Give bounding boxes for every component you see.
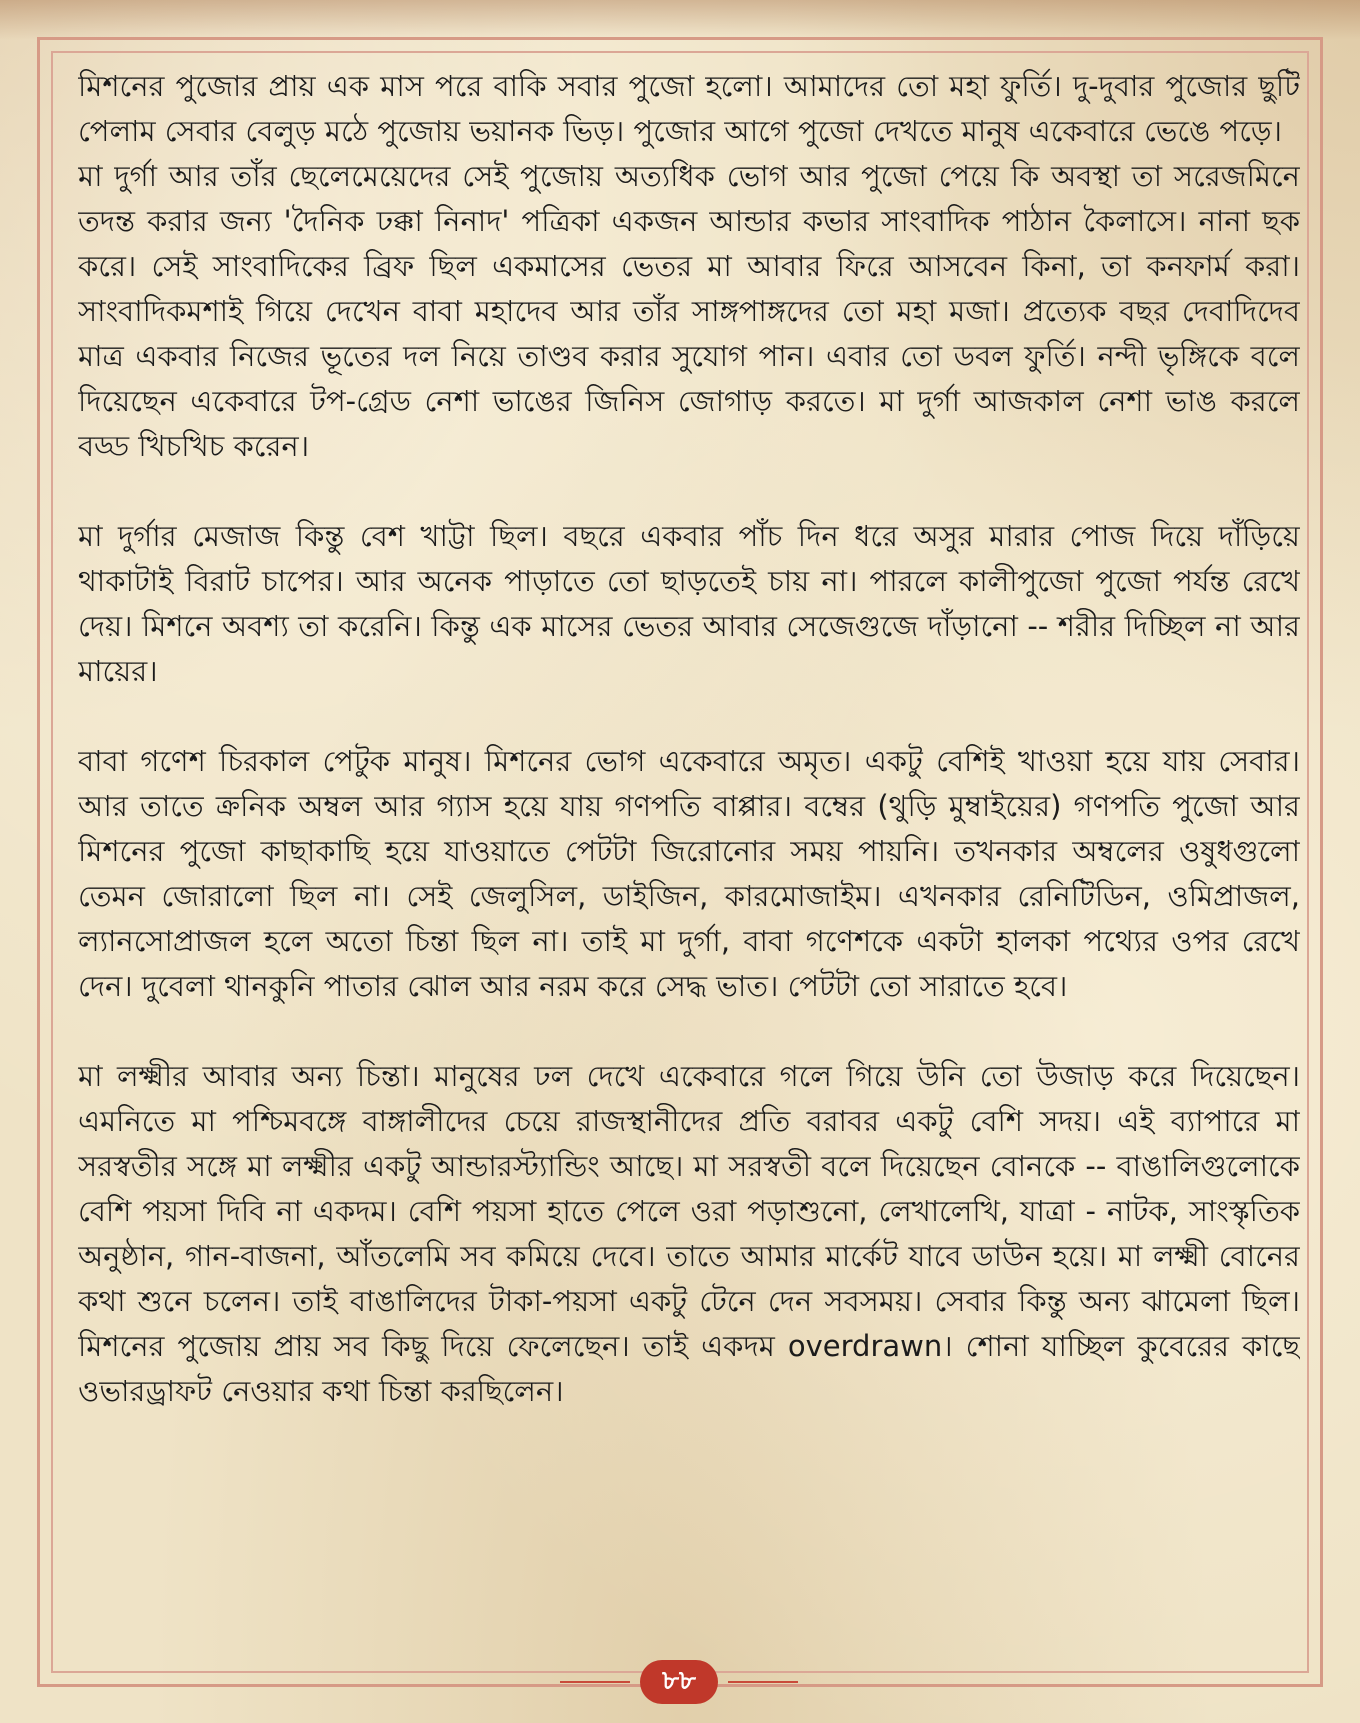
page-number-rule-left — [560, 1681, 630, 1683]
story-text — [78, 64, 1300, 1654]
paragraph-5: মা লক্ষ্মীর আবার অন্য চিন্তা। মানুষের ঢল দেখে একেবারে গলে গিয়ে উনি তো উজাড় করে দিয়েছেন। এমনিতে মা পশ্চিমবঙ্গে বাঙ্গালীদের চেয়ে রাজস্থানীদের প্রতি বরাবর একটু বেশি সদয়। এই ব্যাপারে মা সরস্বতীর সঙ্গে মা লক্ষ্মীর একটু আন্ডারস্ট্যান্ডিং আছে। মা সরস্বতী বলে দিয়েছেন বোনকে -- বাঙালিগুলোকে বেশি পয়সা দিবি না একদম। বেশি পয়সা হাতে পেলে ওরা পড়াশুনো, লেখালেখি, যাত্রা - নাটক, সাংস্কৃতিক অনুষ্ঠান, গান-বাজনা, আঁতলেমি সব কমিয়ে দেবে। তাতে আমার মার্কেট যাবে ডাউন হয়ে। মা লক্ষ্মী বোনের কথা শুনে চলেন। তাই বাঙালিদের টাকা-পয়সা একটু টেনে দেন সবসময়। সেবার কিন্তু অন্য ঝামেলা ছিল। মিশনের পুজোয় প্রায় সব কিছু দিয়ে ফেলেছেন। তাই একদম overdrawn। শোনা যাচ্ছিল কুবেরের কাছে ওভারড্রাফট নেওয়ার কথা চিন্তা করছিলেন। — [78, 1059, 1300, 1408]
page-number-rule-right — [728, 1681, 798, 1683]
paragraph-2: মা দুর্গা আর তাঁর ছেলেমেয়েদের সেই পুজোয় অত্যধিক ভোগ আর পুজো পেয়ে কি অবস্থা তা সরেজমিনে তদন্ত করার জন্য 'দৈনিক ঢক্কা নিনাদ' পত্রিকা একজন আন্ডার কভার সাংবাদিক পাঠান কৈলাসে। নানা ছক করে। সেই সাংবাদিকের ব্রিফ ছিল একমাসের ভেতর মা আবার ফিরে আসবেন কিনা, তা কনফার্ম করা। সাংবাদিকমশাই গিয়ে দেখেন বাবা মহাদেব আর তাঁর সাঙ্গপাঙ্গদের তো মহা মজা। প্রত্যেক বছর দেবাদিদেব মাত্র একবার নিজের ভূতের দল নিয়ে তাণ্ডব করার সুযোগ পান। এবার তো ডবল ফুর্তি। নন্দী ভৃঙ্গিকে বলে দিয়েছেন একেবারে টপ-গ্রেড নেশা ভাঙের জিনিস জোগাড় করতে। মা দুর্গা আজকাল নেশা ভাঙ করলে বড্ড খিচখিচ করেন। — [78, 159, 1300, 463]
paragraph-1: মিশনের পুজোর প্রায় এক মাস পরে বাকি সবার পুজো হলো। আমাদের তো মহা ফুর্তি। দু-দুবার পুজোর ছুটি পেলাম সেবার বেলুড় মঠে পুজোয় ভয়ানক ভিড়। পুজোর আগে পুজো দেখতে মানুষ একেবারে ভেঙে পড়ে। — [78, 69, 1300, 148]
page-number: ৮৮ — [640, 1660, 718, 1704]
paragraph-3: মা দুর্গার মেজাজ কিন্তু বেশ খাট্টা ছিল। বছরে একবার পাঁচ দিন ধরে অসুর মারার পোজ দিয়ে দাঁড়িয়ে থাকাটাই বিরাট চাপের। আর অনেক পাড়াতে তো ছাড়তেই চায় না। পারলে কালীপুজো পুজো পর্যন্ত রেখে দেয়। মিশনে অবশ্য তা করেনি। কিন্তু এক মাসের ভেতর আবার সেজেগুজে দাঁড়ানো -- শরীর দিচ্ছিল না আর মায়ের। — [78, 519, 1300, 688]
paragraph-4: বাবা গণেশ চিরকাল পেটুক মানুষ। মিশনের ভোগ একেবারে অমৃত। একটু বেশিই খাওয়া হয়ে যায় সেবার। আর তাতে ক্রনিক অম্বল আর গ্যাস হয়ে যায় গণপতি বাপ্পার। বম্বের (থুড়ি মুম্বাইয়ের) গণপতি পুজো আর মিশনের পুজো কাছাকাছি হয়ে যাওয়াতে পেটটা জিরোনোর সময় পায়নি। তখনকার অম্বলের ওষুধগুলো তেমন জোরালো ছিল না। সেই জেলুসিল, ডাইজিন, কারমোজাইম। এখনকার রেনিটিডিন, ওমিপ্রাজল, ল্যানসোপ্রাজল হলে অতো চিন্তা ছিল না। তাই মা দুর্গা, বাবা গণেশকে একটা হালকা পথ্যের ওপর রেখে দেন। দুবেলা থানকুনি পাতার ঝোল আর নরম করে সেদ্ধ ভাত। পেটটা তো সারাতে হবে। — [78, 744, 1300, 1003]
paper-top-shade — [0, 0, 1360, 40]
page-number-container — [640, 1660, 718, 1704]
